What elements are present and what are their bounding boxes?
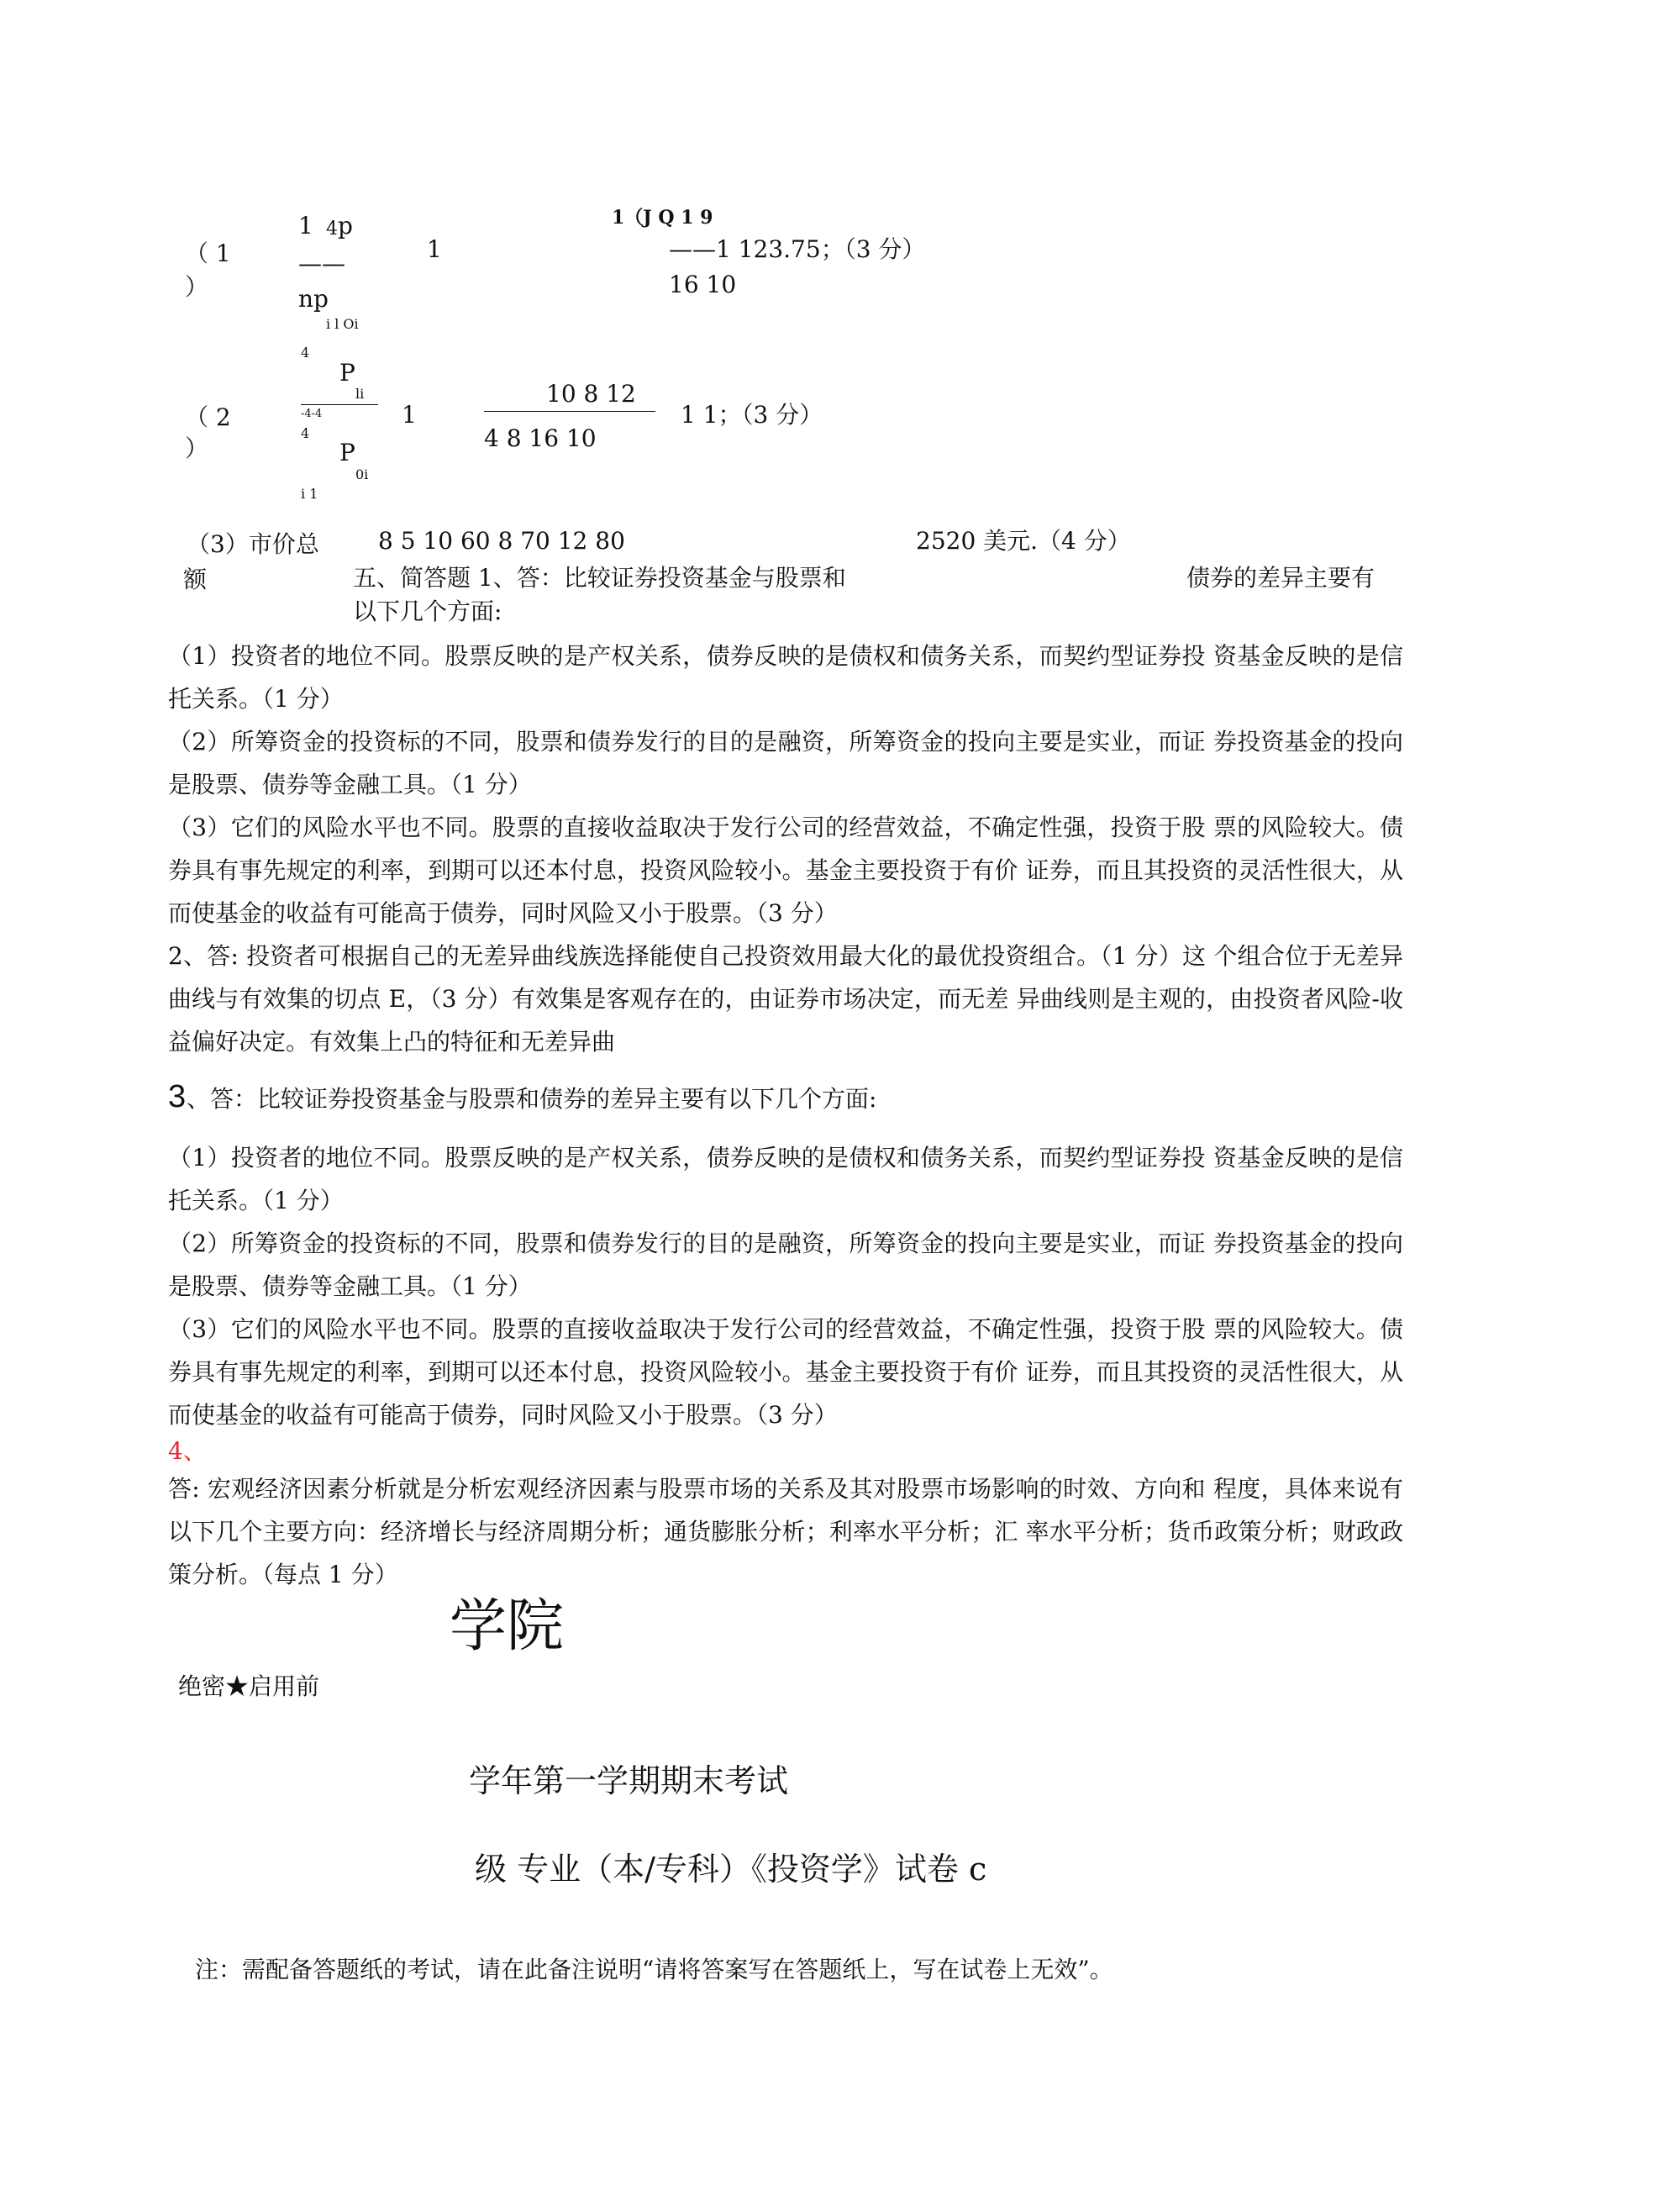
section5-line2: 以下几个方面: <box>353 598 502 625</box>
q3-item-2: （2）所筹资金的投资标的不同，股票和债券发行的目的是融资，所筹资金的投向主要是实业，而证 券投资基金的投向是股票、债券等金融工具。（1 分） <box>168 1230 1403 1300</box>
q3-heading: 、答：比较证券投资基金与股票和债券的差异主要有以下几个方面: <box>187 1085 877 1113</box>
formula2-frac-bar <box>301 404 378 405</box>
formula1-num-sub: 4 <box>326 219 338 240</box>
formula1-num-p: p <box>338 212 353 240</box>
formula1-frac-top: 1（J Q 1 9 <box>612 207 713 229</box>
line3-label: （3）市价总 <box>187 530 319 558</box>
formula2-frac-line <box>484 411 655 412</box>
q3-item-3: （3）它们的风险水平也不同。股票的直接收益取决于发行公司的经营效益，不确定性强，投资于股 票的风险较大。债券具有事先规定的利率，到期可以还本付息，投资风险较小。基金主要投资于有价 证券，而且其投资的灵活性很大，从而使基金的收益有可能高于债券，同时风险又小于股票。（3 分） <box>168 1315 1403 1429</box>
formula2-frac-den: 4 8 16 10 <box>484 424 597 452</box>
q4-num: 4、 <box>168 1437 207 1465</box>
formula1-den: np <box>298 285 329 313</box>
formula2-prefix: （ 2 <box>185 403 231 431</box>
formula2-bot-sup: 4 <box>301 425 310 441</box>
q1-item-3: （3）它们的风险水平也不同。股票的直接收益取决于发行公司的经营效益，不确定性强，投资于股 票的风险较大。债券具有事先规定的利率，到期可以还本付息，投资风险较小。基金主要投资于有价 证券，而且其投资的灵活性很大，从而使基金的收益有可能高于债券，同时风险又小于股票。（3 分） <box>168 814 1403 927</box>
q3-item-1: （1）投资者的地位不同。股票反映的是产权关系，债券反映的是债权和债务关系，而契约型证券投 资基金反映的是信托关系。（1 分） <box>168 1144 1403 1214</box>
line3-label2: 额 <box>183 566 208 593</box>
formula2-bot-idx: i 1 <box>301 486 318 502</box>
q2-answer: 2、答: 投资者可根据自己的无差异曲线族选择能使自己投资效用最大化的最优投资组合。（1 分）这 个组合位于无差异曲线与有效集的切点 E，（3 分）有效集是客观存在的，由证券市场决定，而无差 异曲线则是主观的，由投资者风险-收益偏好决定。有效集上凸的特征和无差异曲 <box>168 942 1403 1056</box>
formula2-P-bot-sub: 0i <box>355 466 369 482</box>
line3-values: 8 5 10 60 8 70 12 80 <box>378 527 625 555</box>
exam-paper-title: 级 专业（本/专科）《投资学》试卷 c <box>475 1851 987 1888</box>
q3-num: 3 <box>168 1079 187 1114</box>
formula2-mid-marks: -4-4 <box>301 408 323 420</box>
q1-item-1: （1）投资者的地位不同。股票反映的是产权关系，债券反映的是债权和债务关系，而契约型证券投 资基金反映的是信托关系。（1 分） <box>168 642 1403 713</box>
formula2-P-top-sub: li <box>355 386 365 402</box>
formula2-close: ） <box>185 434 209 462</box>
confidential-label: 绝密★启用前 <box>178 1672 320 1700</box>
exam-term-title: 学年第一学期期末考试 <box>469 1762 789 1799</box>
exam-note: 注：需配备答题纸的考试，请在此备注说明“请将答案写在答题纸上，写在试卷上无效”。 <box>195 1956 1113 1983</box>
formula1-num-1: 1 <box>298 212 313 240</box>
formula2-P-bot: P <box>339 439 355 466</box>
formula1-dash: —— <box>298 250 345 277</box>
q4-answer: 答: 宏观经济因素分析就是分析宏观经济因素与股票市场的关系及其对股票市场影响的时效、方向和 程度，具体来说有以下几个主要方向：经济增长与经济周期分析；通货膨胀分析；利率水平分析；汇 率水平分析；货币政策分析；财政政策分析。（每点 1 分） <box>168 1475 1403 1588</box>
formula2-P-top: P <box>339 359 355 387</box>
formula1-den-sub: i l Oi <box>326 316 359 332</box>
formula2-one: 1 <box>402 401 417 429</box>
formula1-mid: 1 <box>427 235 442 263</box>
section5-heading: 五、简答题 1、答：比较证券投资基金与股票和 <box>353 564 846 592</box>
section5-tail: 债券的差异主要有 <box>1186 564 1376 592</box>
formula2-result: 1 1；（3 分） <box>681 401 823 429</box>
formula2-top-sup: 4 <box>301 345 310 361</box>
formula1-close: ） <box>185 273 209 301</box>
line3-result: 2520 美元.（4 分） <box>916 527 1131 555</box>
formula1-result: ——1 123.75；（3 分） <box>669 235 926 263</box>
college-title: 学院 <box>450 1593 565 1660</box>
formula1-prefix: （ 1 <box>185 240 231 267</box>
q1-item-2: （2）所筹资金的投资标的不同，股票和债券发行的目的是融资，所筹资金的投向主要是实业，而证 券投资基金的投向是股票、债券等金融工具。（1 分） <box>168 728 1403 798</box>
formula1-frac-bottom: 16 10 <box>669 271 737 298</box>
formula2-frac-num: 10 8 12 <box>546 380 636 408</box>
